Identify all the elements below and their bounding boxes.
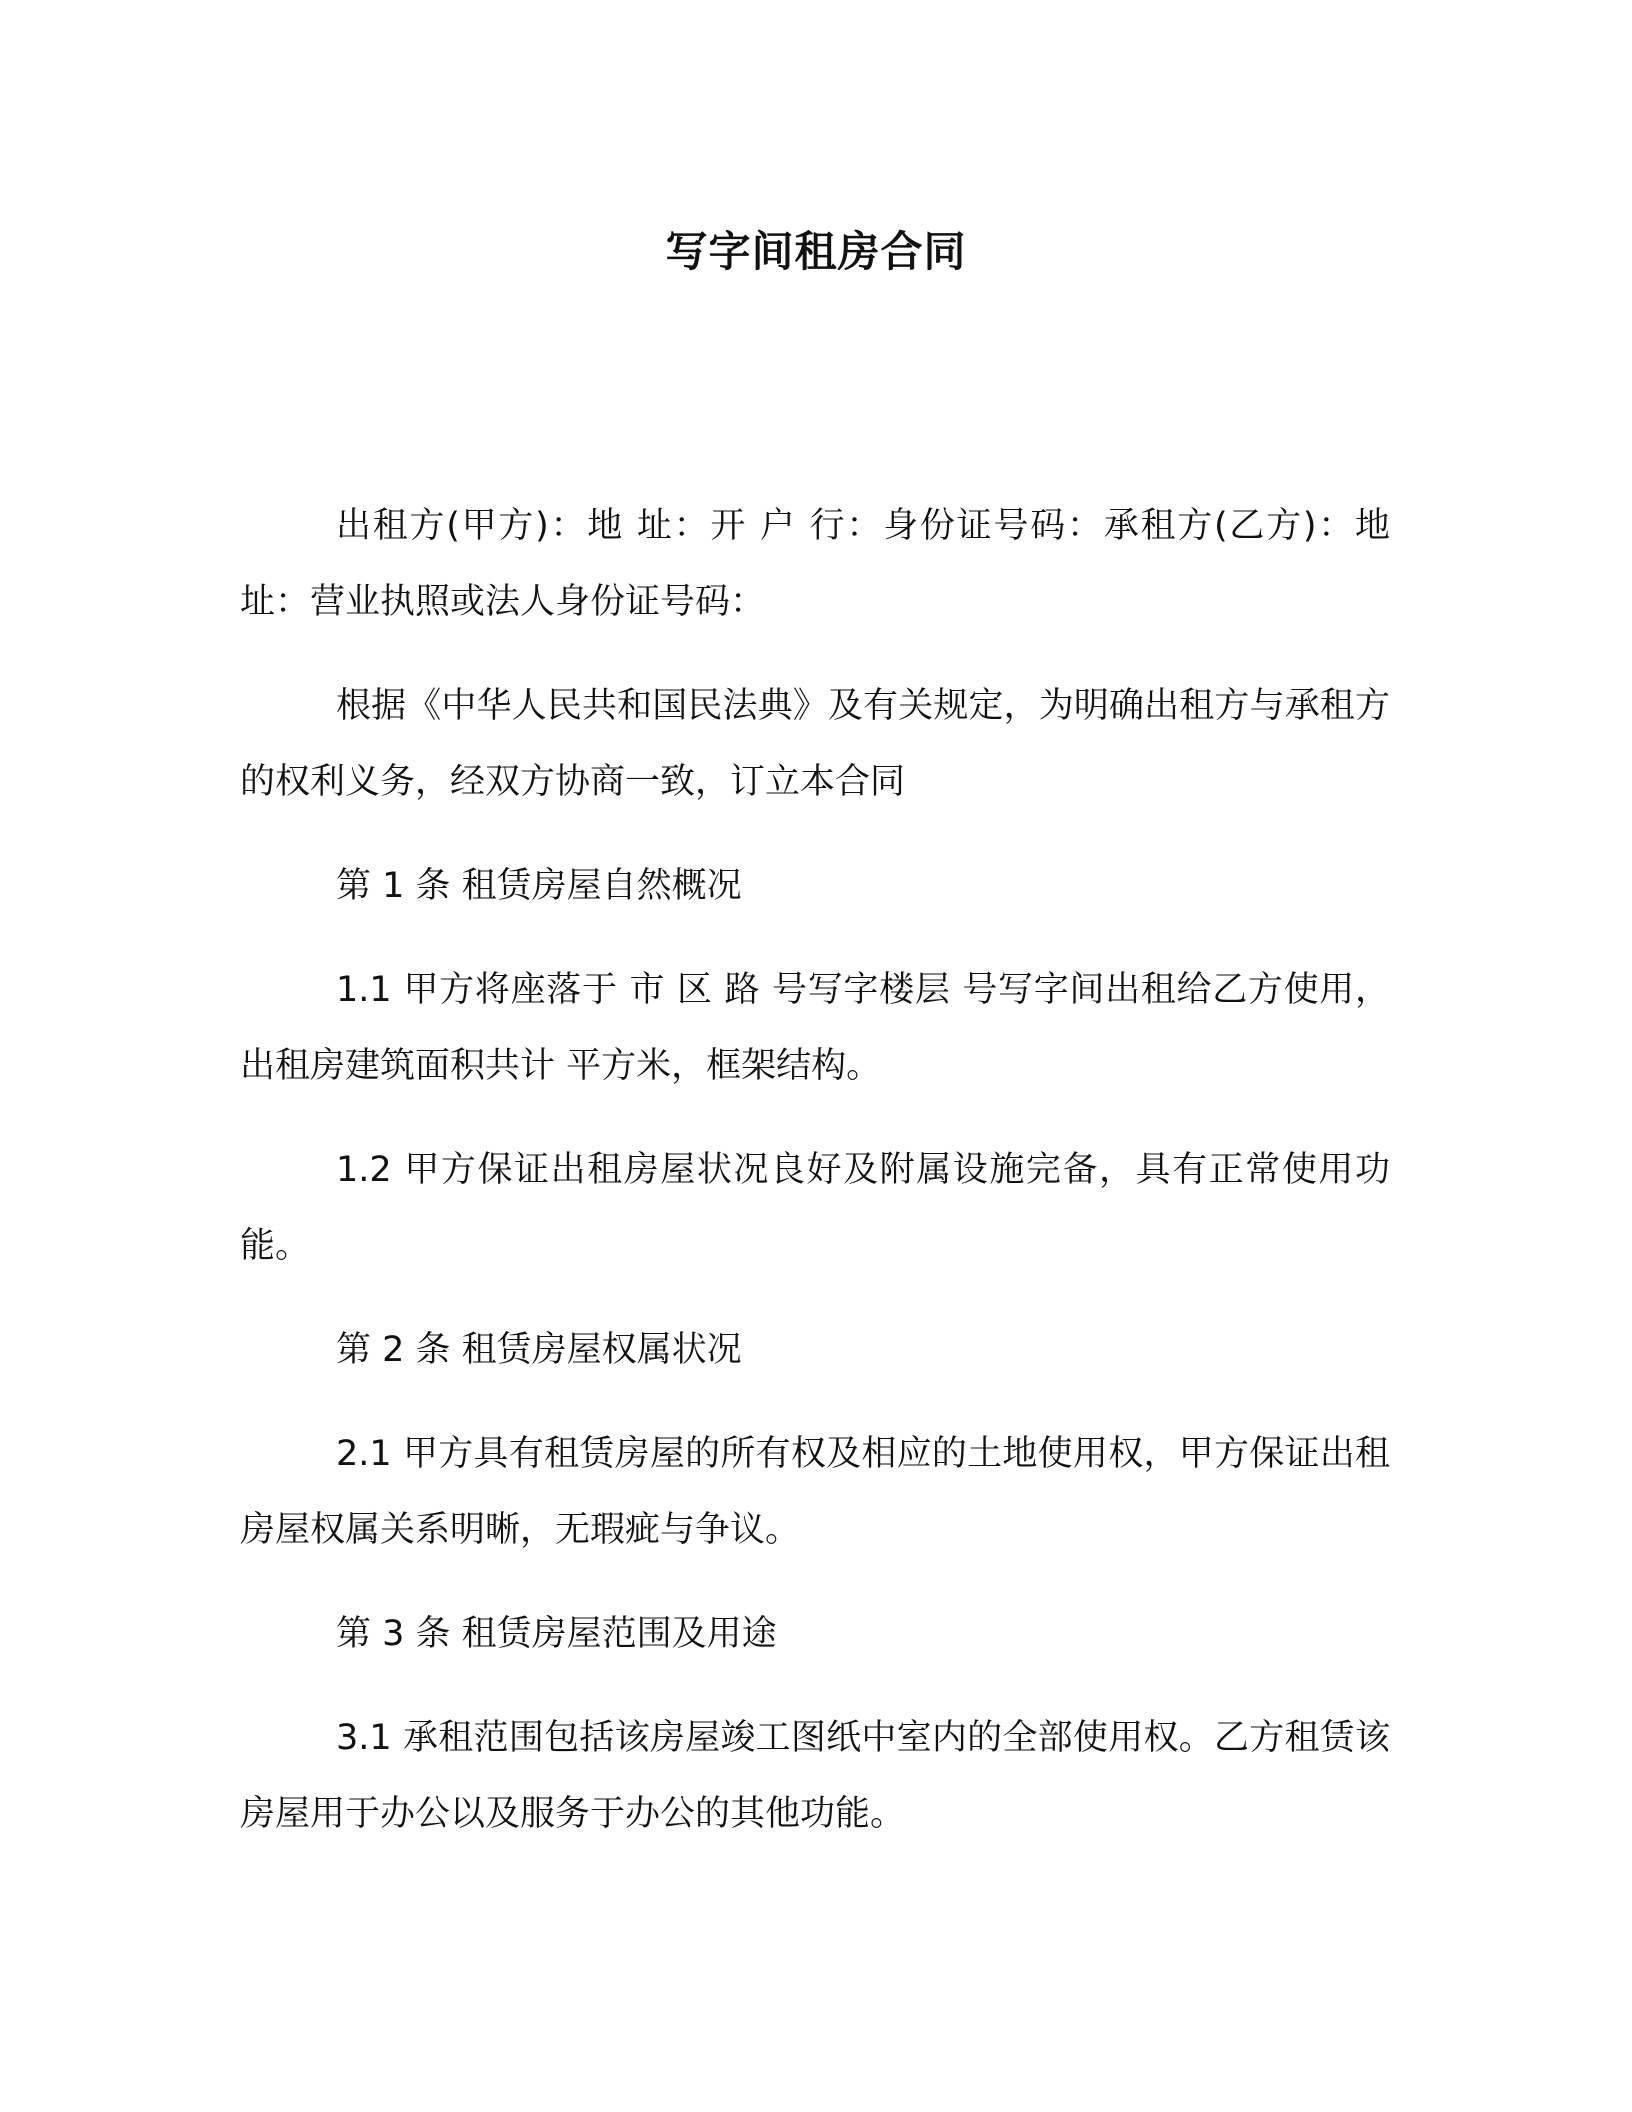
article-3-heading: 第 3 条 租赁房屋范围及用途 <box>336 1614 777 1654</box>
document-body <box>240 488 1390 1880</box>
document-title: 写字间租房合同 <box>665 227 967 276</box>
article-2-heading: 第 2 条 租赁房屋权属状况 <box>336 1330 742 1370</box>
clause-2-1: 2.1 甲方具有租赁房屋的所有权及相应的土地使用权，甲方保证出租房屋权属关系明晰，无瑕疵与争议。 <box>240 1434 1390 1550</box>
clause-1-2: 1.2 甲方保证出租房屋状况良好及附属设施完备，具有正常使用功能。 <box>240 1150 1390 1266</box>
clause-1-1: 1.1 甲方将座落于 市 区 路 号写字楼层 号写字间出租给乙方使用，出租房建筑面积共计 平方米，框架结构。 <box>240 970 1390 1086</box>
preamble-paragraph: 根据《中华人民共和国民法典》及有关规定，为明确出租方与承租方的权利义务，经双方协商一致，订立本合同 <box>240 686 1390 802</box>
article-1-heading: 第 1 条 租赁房屋自然概况 <box>336 866 742 906</box>
parties-info-paragraph: 出租方(甲方)：地 址：开 户 行：身份证号码：承租方(乙方)：地 址：营业执照或法人身份证号码： <box>240 506 1390 622</box>
clause-3-1: 3.1 承租范围包括该房屋竣工图纸中室内的全部使用权。乙方租赁该房屋用于办公以及服务于办公的其他功能。 <box>240 1718 1390 1834</box>
